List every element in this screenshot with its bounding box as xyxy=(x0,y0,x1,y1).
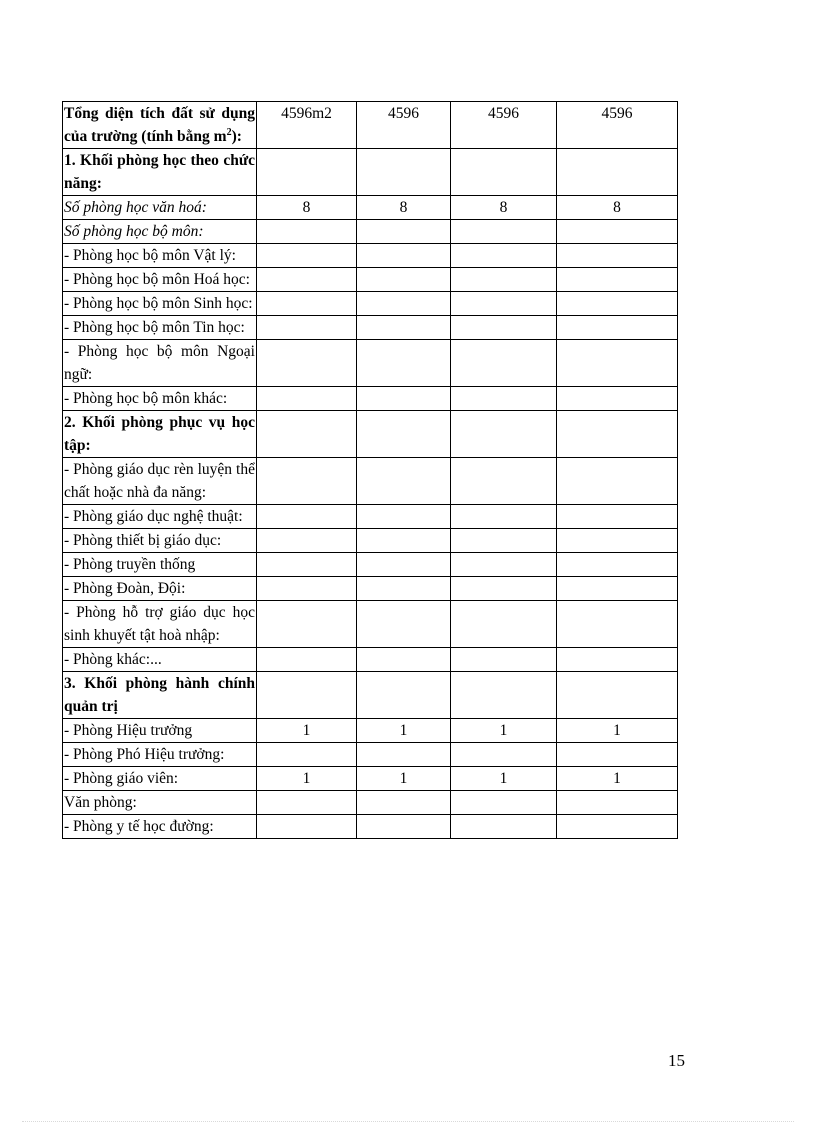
value-cell-4 xyxy=(557,553,678,577)
table-row xyxy=(63,387,678,411)
value-cell-1 xyxy=(257,220,357,244)
value-cell-4 xyxy=(557,672,678,719)
table-row xyxy=(63,648,678,672)
value-cell-2 xyxy=(357,340,451,387)
row-label-cell xyxy=(63,458,257,505)
value-cell-3 xyxy=(451,411,557,458)
value-cell-1: 1 xyxy=(257,767,357,791)
row-label: 1. Khối phòng học theo chức năng: xyxy=(64,152,255,192)
value-cell-3 xyxy=(451,340,557,387)
row-label: - Phòng giáo viên: xyxy=(64,770,179,787)
value-cell-1 xyxy=(257,505,357,529)
value-cell-1 xyxy=(257,529,357,553)
value-cell-2 xyxy=(357,149,451,196)
value-cell-1 xyxy=(257,743,357,767)
value-cell-1 xyxy=(257,553,357,577)
value-cell-4: 1 xyxy=(557,767,678,791)
table-row xyxy=(63,411,678,458)
table-row xyxy=(63,220,678,244)
row-label-cell xyxy=(63,149,257,196)
value-cell-1 xyxy=(257,672,357,719)
row-label: - Phòng thiết bị giáo dục: xyxy=(64,532,222,549)
value-cell-1 xyxy=(257,244,357,268)
table-row xyxy=(63,244,678,268)
value-cell-4 xyxy=(557,648,678,672)
value-cell-2 xyxy=(357,815,451,839)
table-row xyxy=(63,529,678,553)
value-cell-4 xyxy=(557,791,678,815)
table-row xyxy=(63,601,678,648)
table-row xyxy=(63,743,678,767)
value-cell-2 xyxy=(357,505,451,529)
value-cell-4 xyxy=(557,387,678,411)
value-cell-1 xyxy=(257,411,357,458)
row-label: Tổng diện tích đất sử dụng của trường (tính bằng m xyxy=(64,105,255,145)
table-row xyxy=(63,292,678,316)
value-cell-3: 1 xyxy=(451,767,557,791)
table-row xyxy=(63,577,678,601)
table-row xyxy=(63,316,678,340)
value-cell-3 xyxy=(451,553,557,577)
value-cell-4 xyxy=(557,316,678,340)
value-cell-3: 8 xyxy=(451,196,557,220)
table-row xyxy=(63,268,678,292)
row-label: - Phòng học bộ môn khác: xyxy=(64,390,228,407)
row-label: - Phòng học bộ môn Tin học: xyxy=(64,319,245,336)
page-number: 15 xyxy=(668,1051,685,1070)
value-cell-2 xyxy=(357,458,451,505)
row-label-cell xyxy=(63,102,257,149)
value-cell-1 xyxy=(257,601,357,648)
page-bottom-divider xyxy=(22,1121,794,1122)
row-label-cell xyxy=(63,672,257,719)
table-row xyxy=(63,458,678,505)
table-row xyxy=(63,149,678,196)
row-label: - Phòng truyền thống xyxy=(64,556,196,573)
value-cell-1 xyxy=(257,815,357,839)
row-label: - Phòng giáo dục rèn luyện thể chất hoặc nhà đa năng: xyxy=(64,461,255,501)
row-label-cell xyxy=(63,529,257,553)
value-cell-4 xyxy=(557,505,678,529)
value-cell-1 xyxy=(257,316,357,340)
row-label-cell xyxy=(63,244,257,268)
value-cell-2 xyxy=(357,791,451,815)
value-cell-3 xyxy=(451,244,557,268)
value-cell-2 xyxy=(357,244,451,268)
value-cell-2 xyxy=(357,529,451,553)
value-cell-3 xyxy=(451,601,557,648)
row-label-cell xyxy=(63,815,257,839)
value-cell-1 xyxy=(257,340,357,387)
row-label-cell xyxy=(63,577,257,601)
value-cell-4 xyxy=(557,458,678,505)
value-cell-1: 1 xyxy=(257,719,357,743)
value-cell-4: 4596 xyxy=(557,102,678,149)
value-cell-4 xyxy=(557,340,678,387)
row-label: - Phòng học bộ môn Vật lý: xyxy=(64,247,236,264)
value-cell-4 xyxy=(557,220,678,244)
value-cell-3 xyxy=(451,577,557,601)
value-cell-2 xyxy=(357,387,451,411)
value-cell-3 xyxy=(451,458,557,505)
row-label-cell xyxy=(63,268,257,292)
value-cell-3: 4596 xyxy=(451,102,557,149)
row-label: - Phòng học bộ môn Sinh học: xyxy=(64,295,253,312)
value-cell-1 xyxy=(257,791,357,815)
value-cell-4: 1 xyxy=(557,719,678,743)
row-label: - Phòng Phó Hiệu trưởng: xyxy=(64,746,225,763)
row-label: - Phòng học bộ môn Hoá học: xyxy=(64,271,250,288)
value-cell-1: 4596m2 xyxy=(257,102,357,149)
table-row xyxy=(63,791,678,815)
value-cell-3 xyxy=(451,743,557,767)
row-label-cell xyxy=(63,316,257,340)
value-cell-1 xyxy=(257,648,357,672)
row-label: 3. Khối phòng hành chính quản trị xyxy=(64,675,255,715)
value-cell-3 xyxy=(451,268,557,292)
table-row xyxy=(63,102,678,149)
value-cell-3 xyxy=(451,149,557,196)
value-cell-4 xyxy=(557,149,678,196)
value-cell-1 xyxy=(257,292,357,316)
value-cell-2 xyxy=(357,601,451,648)
value-cell-4 xyxy=(557,268,678,292)
row-label-cell xyxy=(63,411,257,458)
value-cell-2 xyxy=(357,553,451,577)
row-label: - Phòng hỗ trợ giáo dục học sinh khuyết tật hoà nhập: xyxy=(64,604,255,644)
value-cell-1 xyxy=(257,577,357,601)
value-cell-3: 1 xyxy=(451,719,557,743)
row-label-cell xyxy=(63,648,257,672)
value-cell-4: 8 xyxy=(557,196,678,220)
value-cell-3 xyxy=(451,791,557,815)
value-cell-3 xyxy=(451,672,557,719)
value-cell-4 xyxy=(557,292,678,316)
value-cell-2 xyxy=(357,292,451,316)
table-body xyxy=(63,102,678,839)
value-cell-2 xyxy=(357,220,451,244)
row-label-cell xyxy=(63,601,257,648)
value-cell-2 xyxy=(357,577,451,601)
value-cell-1 xyxy=(257,458,357,505)
value-cell-2 xyxy=(357,411,451,458)
value-cell-1 xyxy=(257,268,357,292)
value-cell-2: 4596 xyxy=(357,102,451,149)
row-label-cell xyxy=(63,791,257,815)
row-label-cell xyxy=(63,767,257,791)
value-cell-2: 1 xyxy=(357,767,451,791)
value-cell-2 xyxy=(357,672,451,719)
row-label: - Phòng Đoàn, Đội: xyxy=(64,580,186,597)
row-label-cell xyxy=(63,505,257,529)
table-row xyxy=(63,196,678,220)
value-cell-4 xyxy=(557,244,678,268)
row-label: - Phòng khác:... xyxy=(64,651,162,668)
value-cell-3 xyxy=(451,292,557,316)
value-cell-1 xyxy=(257,149,357,196)
row-label-superscript: 2 xyxy=(226,126,232,138)
row-label: - Phòng học bộ môn Ngoại ngữ: xyxy=(64,343,255,383)
row-label-cell xyxy=(63,292,257,316)
value-cell-4 xyxy=(557,529,678,553)
value-cell-3 xyxy=(451,316,557,340)
value-cell-2 xyxy=(357,268,451,292)
table-row xyxy=(63,340,678,387)
row-label: 2. Khối phòng phục vụ học tập: xyxy=(64,414,255,454)
row-label-cell xyxy=(63,743,257,767)
value-cell-4 xyxy=(557,601,678,648)
value-cell-1: 8 xyxy=(257,196,357,220)
table-row xyxy=(63,767,678,791)
facility-statistics-table xyxy=(62,101,678,839)
value-cell-2: 8 xyxy=(357,196,451,220)
row-label: Số phòng học văn hoá: xyxy=(64,199,207,216)
value-cell-2 xyxy=(357,316,451,340)
table-row xyxy=(63,672,678,719)
row-label-cell xyxy=(63,719,257,743)
row-label-cell xyxy=(63,196,257,220)
row-label: Số phòng học bộ môn: xyxy=(64,223,204,240)
value-cell-2 xyxy=(357,648,451,672)
value-cell-3 xyxy=(451,815,557,839)
row-label-cell xyxy=(63,553,257,577)
row-label-cell xyxy=(63,387,257,411)
value-cell-3 xyxy=(451,529,557,553)
row-label: - Phòng y tế học đường: xyxy=(64,818,214,835)
value-cell-3 xyxy=(451,648,557,672)
row-label: - Phòng Hiệu trưởng xyxy=(64,722,193,739)
table-row xyxy=(63,719,678,743)
row-label-cell xyxy=(63,340,257,387)
table-row xyxy=(63,505,678,529)
row-label-suffix: ): xyxy=(231,128,242,145)
value-cell-3 xyxy=(451,505,557,529)
table-row xyxy=(63,553,678,577)
row-label: Văn phòng: xyxy=(64,794,137,811)
row-label-cell xyxy=(63,220,257,244)
value-cell-4 xyxy=(557,577,678,601)
value-cell-4 xyxy=(557,815,678,839)
value-cell-2 xyxy=(357,743,451,767)
value-cell-4 xyxy=(557,743,678,767)
value-cell-2: 1 xyxy=(357,719,451,743)
table-row xyxy=(63,815,678,839)
value-cell-1 xyxy=(257,387,357,411)
value-cell-3 xyxy=(451,387,557,411)
value-cell-3 xyxy=(451,220,557,244)
value-cell-4 xyxy=(557,411,678,458)
row-label: - Phòng giáo dục nghệ thuật: xyxy=(64,508,243,525)
